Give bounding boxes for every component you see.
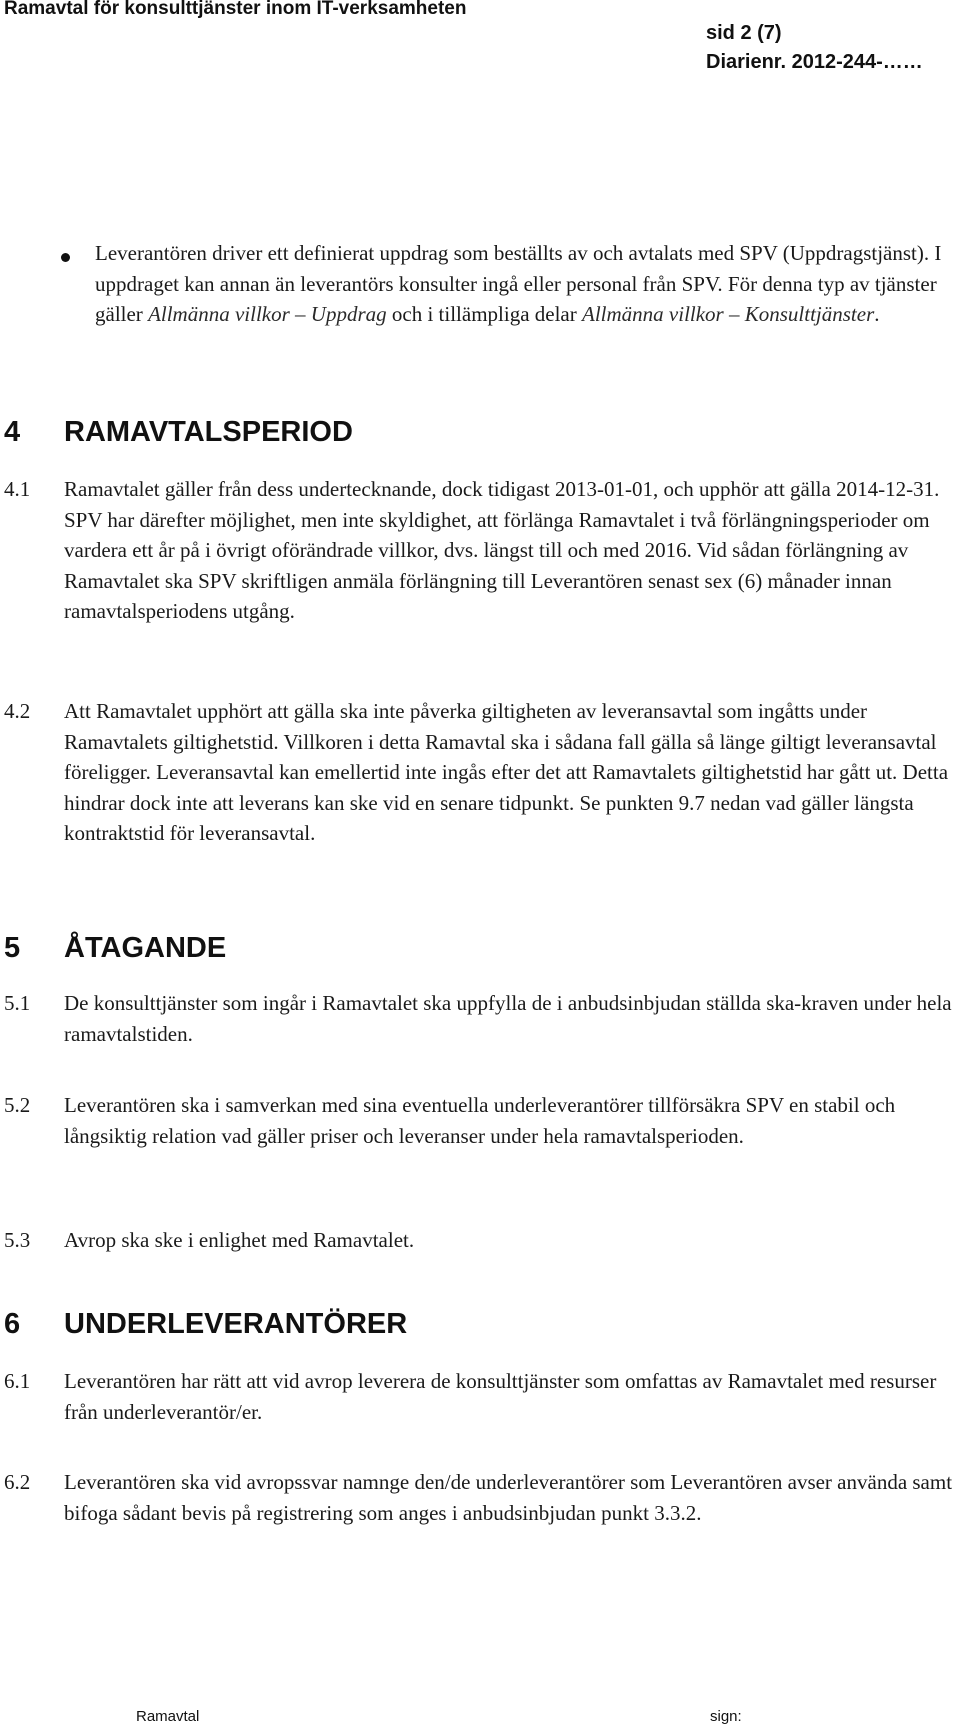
footer-document-label: Ramavtal bbox=[136, 1708, 200, 1725]
section-number: 6 bbox=[4, 1308, 21, 1340]
clause-number: 4.2 bbox=[4, 699, 31, 723]
section-number: 5 bbox=[4, 932, 21, 964]
clause-number: 4.1 bbox=[4, 477, 31, 501]
section-title: RAMAVTALSPERIOD bbox=[64, 416, 353, 448]
clause-text: Leverantören ska vid avropssvar namnge den/de underleverantörer som Leverantören avser använda samt bifoga sådant bevis på registrering som anges i anbudsinbjudan punkt 3.3.2. bbox=[64, 1470, 953, 1525]
clause-number: 6.2 bbox=[4, 1470, 31, 1494]
bullet-text-part3: . bbox=[874, 302, 880, 326]
clause-text: Leverantören ska i samverkan med sina eventuella underleverantörer tillförsäkra SPV en stabil och långsiktig relation vad gäller priser och leveranser under hela ramavtalsperioden. bbox=[64, 1093, 896, 1148]
bullet-text-part2: och i tillämpliga delar bbox=[386, 302, 582, 326]
bullet-text-part1: Leverantören driver ett definierat uppdrag som beställts av och avtalats med SPV (Uppdragstjänst). I uppdraget kan annan än leverantörs konsulter ingå eller personal från SPV. För denna typ av tjänster gäller bbox=[95, 241, 942, 326]
section-heading-6 bbox=[4, 1308, 407, 1341]
bullet-icon bbox=[61, 253, 70, 262]
bullet-italic-term-1: Allmänna villkor – Uppdrag bbox=[148, 302, 387, 326]
clause-text: Ramavtalet gäller från dess undertecknande, dock tidigast 2013-01-01, och upphör att gälla 2014-12-31. SPV har därefter möjlighet, men inte skyldighet, att förlänga Ramavtalet i två förlängningsperioder om vardera ett år på i övrigt oförändrade villkor, dvs. längst till och med 2016. Vid sådan förlängning av Ramavtalet ska SPV skriftligen anmäla förlängning till Leverantören senast sex (6) månader innan ramavtalsperiodens utgång. bbox=[64, 477, 940, 623]
clause-text: Att Ramavtalet upphört att gälla ska inte påverka giltigheten av leveransavtal som ingåtts under Ramavtalets giltighetstid. Villkoren i detta Ramavtal ska i sådana fall gälla så länge giltigt leveransavtal föreligger. Leveransavtal kan emellertid inte ingås efter det att Ramavtalets giltighetstid har gått ut. Detta hindrar dock inte att leverans kan ske vid en senare tidpunkt. Se punkten 9.7 nedan vad gäller längsta kontraktstid för leveransavtal. bbox=[64, 699, 949, 845]
clause-number: 5.2 bbox=[4, 1093, 31, 1117]
section-heading-4 bbox=[4, 416, 353, 449]
clause-text: Avrop ska ske i enlighet med Ramavtalet. bbox=[64, 1228, 415, 1252]
footer-signature-label: sign: bbox=[710, 1708, 742, 1725]
section-title: UNDERLEVERANTÖRER bbox=[64, 1308, 408, 1340]
clause-number: 6.1 bbox=[4, 1369, 31, 1393]
clause-text: De konsulttjänster som ingår i Ramavtalet ska uppfylla de i anbudsinbjudan ställda ska-kraven under hela ramavtalstiden. bbox=[64, 991, 952, 1046]
section-heading-5 bbox=[4, 932, 226, 965]
clause-text: Leverantören har rätt att vid avrop leverera de konsulttjänster som omfattas av Ramavtalet med resurser från underleverantör/er. bbox=[64, 1369, 937, 1424]
document-header-title: Ramavtal för konsulttjänster inom IT-verksamheten bbox=[4, 0, 467, 19]
clause-number: 5.1 bbox=[4, 991, 31, 1015]
section-title: ÅTAGANDE bbox=[64, 932, 227, 964]
bullet-italic-term-2: Allmänna villkor – Konsulttjänster bbox=[582, 302, 875, 326]
bullet-paragraph bbox=[95, 238, 945, 330]
diary-number: Diarienr. 2012-244-…… bbox=[706, 51, 923, 73]
section-number: 4 bbox=[4, 416, 21, 448]
clause-number: 5.3 bbox=[4, 1228, 31, 1252]
page-number: sid 2 (7) bbox=[706, 22, 782, 44]
